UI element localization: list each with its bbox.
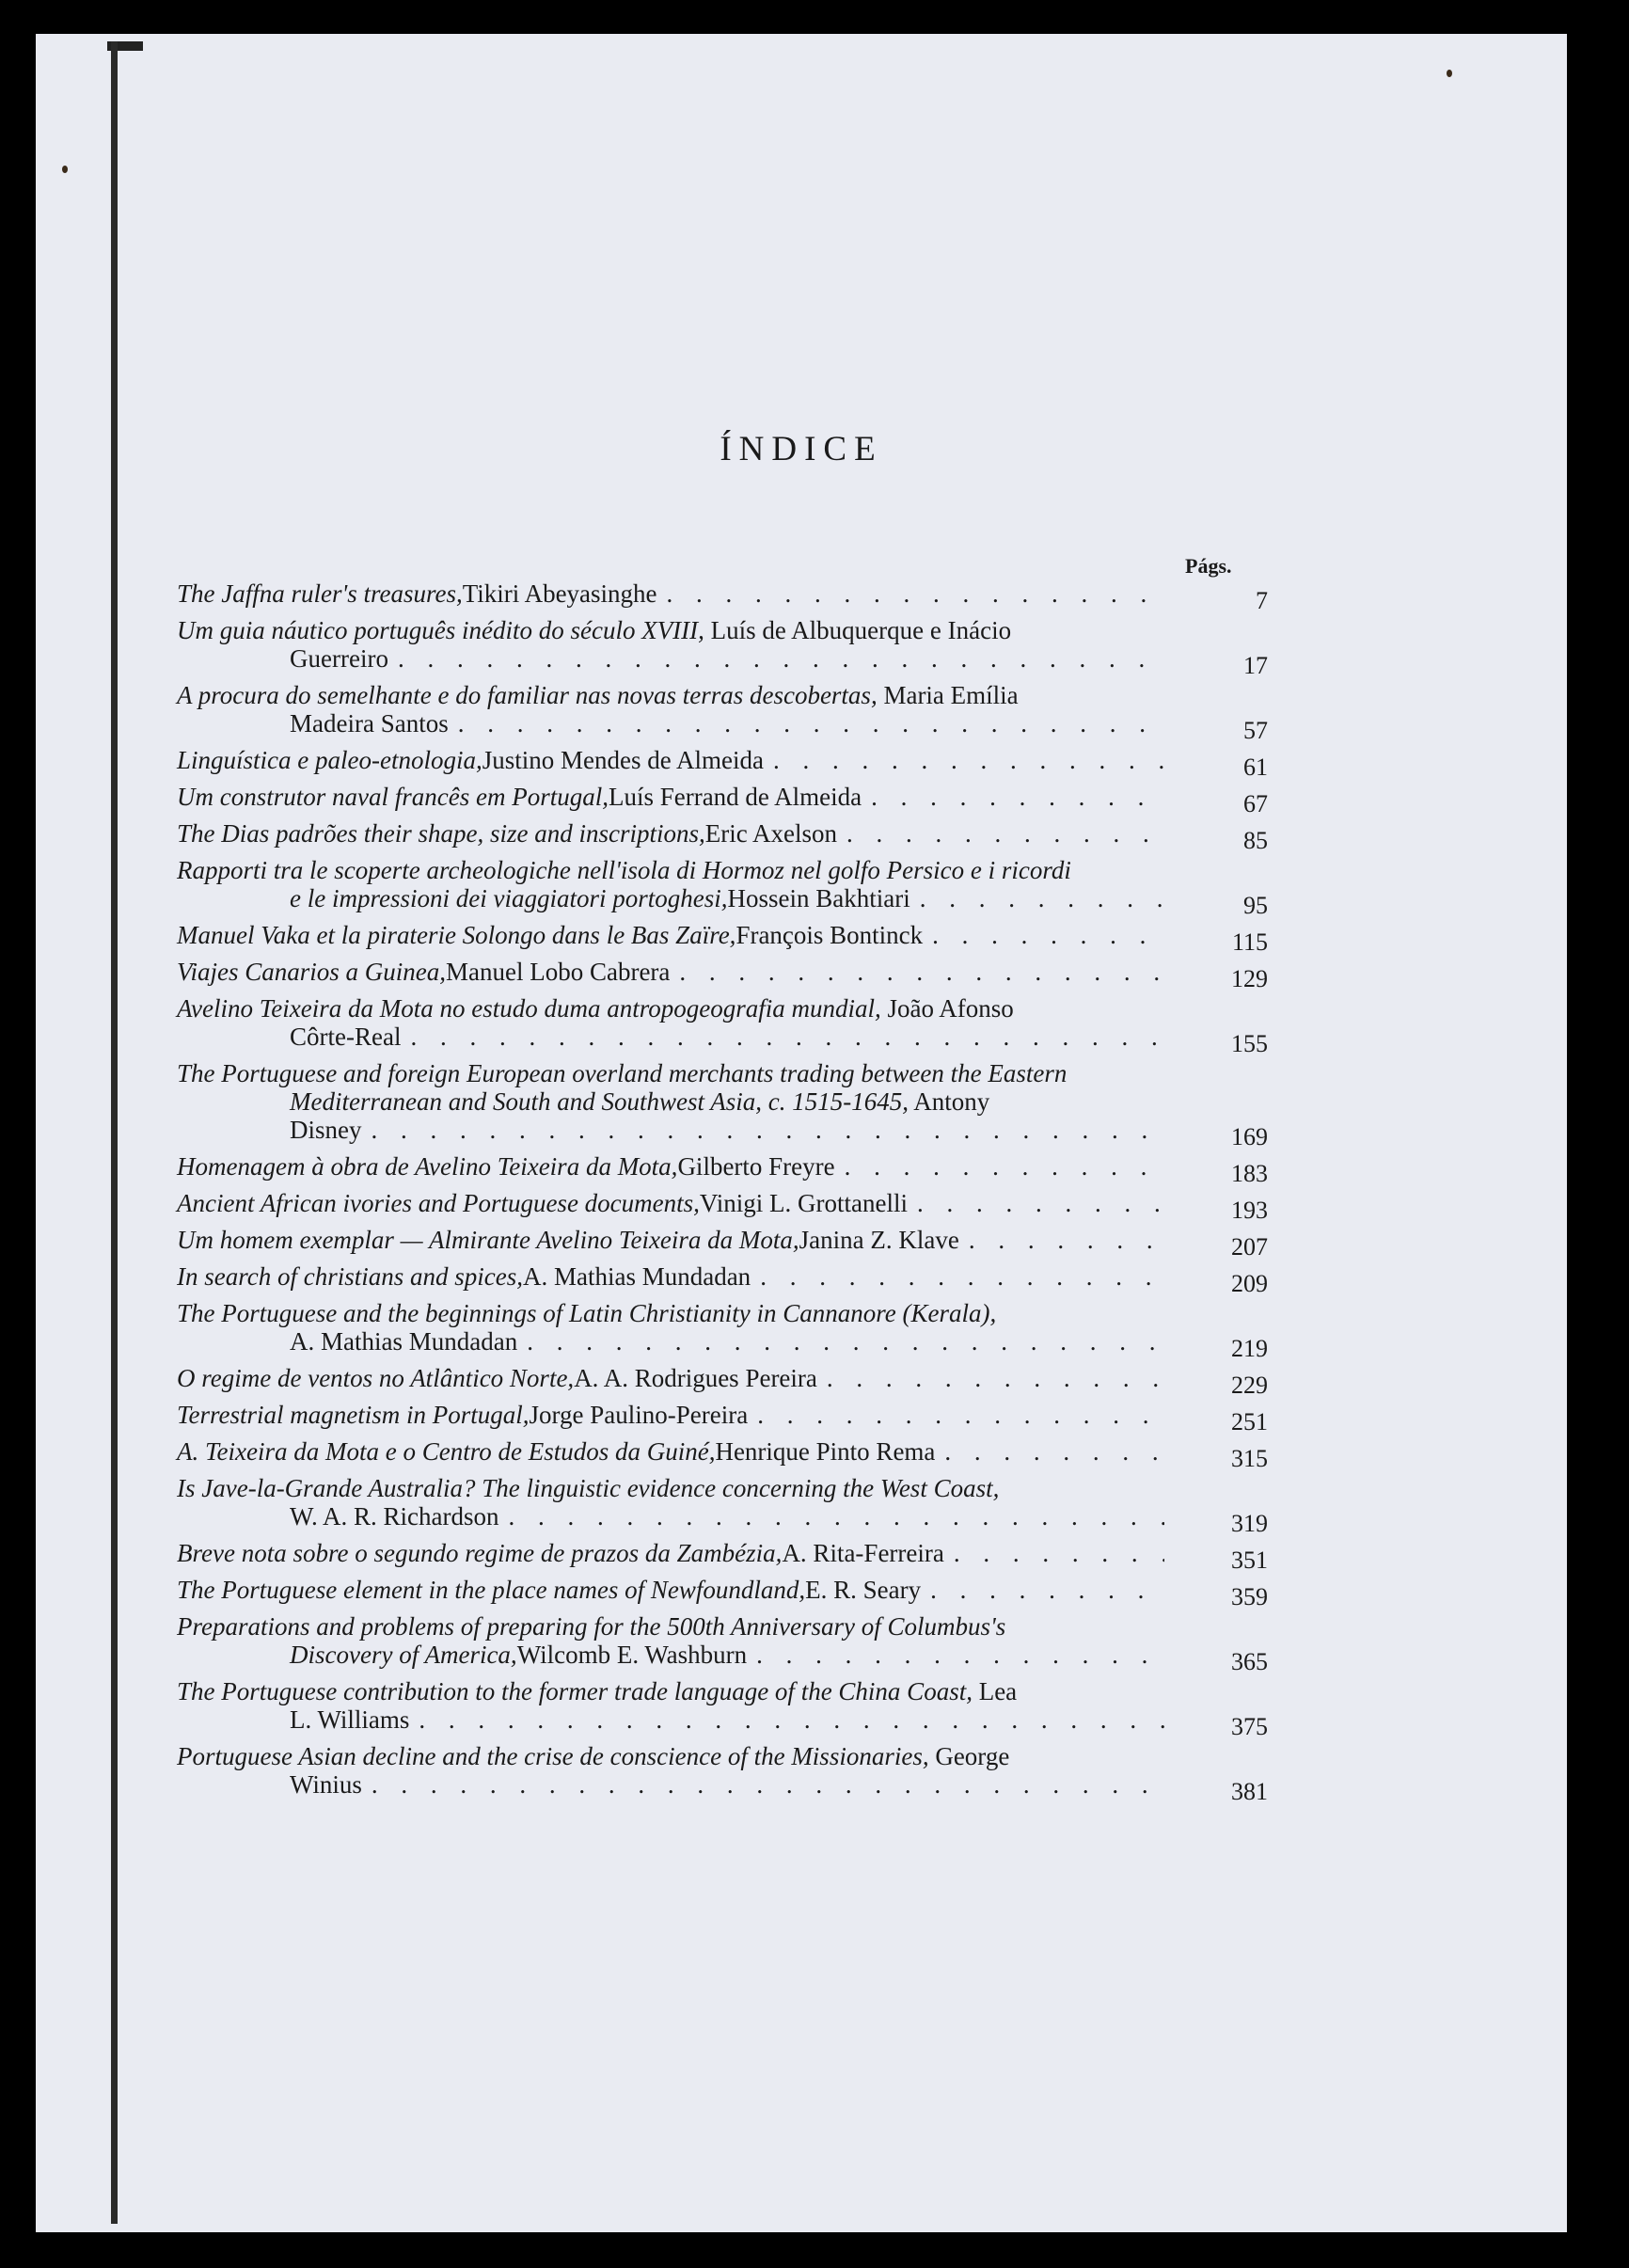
page-number: 375	[1231, 1713, 1268, 1740]
article-title-continued: e le impressioni dei viaggiatori portoghesi,	[290, 884, 728, 912]
dot-leader	[752, 1262, 1164, 1291]
page-number: 381	[1231, 1778, 1268, 1805]
article-title: Breve nota sobre o segundo regime de prazos da Zambézia,	[177, 1539, 783, 1567]
article-author: Antony	[913, 1087, 990, 1116]
article-author: Henrique Pinto Rema	[715, 1437, 936, 1466]
dot-leader	[659, 579, 1164, 608]
article-title: The Portuguese contribution to the former trade language of the China Coast,	[177, 1677, 973, 1705]
dot-leader	[863, 783, 1164, 811]
dot-leader	[766, 746, 1164, 774]
page-number: 209	[1231, 1270, 1268, 1297]
page-number: 251	[1231, 1408, 1268, 1435]
page-number: 61	[1243, 753, 1268, 781]
dot-leader	[519, 1327, 1164, 1356]
article-author: A. A. Rodrigues Pereira	[574, 1364, 817, 1392]
page-number: 359	[1231, 1583, 1268, 1610]
article-author: Jorge Paulino-Pereira	[529, 1401, 749, 1429]
article-author: Tikiri Abeyasinghe	[462, 579, 657, 608]
dot-leader	[750, 1401, 1164, 1429]
dot-leader	[390, 644, 1164, 673]
article-title: The Dias padrões their shape, size and inscriptions,	[177, 819, 705, 848]
toc-entry[interactable]	[177, 681, 1287, 744]
page-number: 183	[1231, 1160, 1268, 1187]
article-title: Um construtor naval francês em Portugal,	[177, 783, 609, 811]
page-number: 229	[1231, 1372, 1268, 1399]
toc-entry[interactable]	[177, 1677, 1287, 1740]
article-author: Eric Axelson	[704, 819, 837, 848]
article-title: Terrestrial magnetism in Portugal,	[177, 1401, 530, 1429]
dot-leader	[912, 884, 1164, 912]
article-title: Is Jave-la-Grande Australia? The linguistic evidence concerning the West Coast,	[177, 1474, 1000, 1502]
binding-edge	[111, 41, 118, 2224]
article-title: Rapporti tra le scoperte archeologiche nell'isola di Hormoz nel golfo Persico e i ricordi	[177, 856, 1071, 884]
article-title: The Jaffna ruler's treasures,	[177, 579, 463, 608]
pages-column-label: Págs.	[1185, 554, 1232, 578]
article-author: Luís Ferrand de Almeida	[608, 783, 862, 811]
dot-leader	[819, 1364, 1164, 1392]
article-title-continued: Mediterranean and South and Southwest Asia, c. 1515-1645,	[290, 1087, 909, 1116]
dot-leader	[925, 921, 1164, 949]
article-title: Viajes Canarios a Guinea,	[177, 958, 446, 986]
toc-entry[interactable]	[177, 921, 1287, 956]
article-title: The Portuguese and the beginnings of Latin Christianity in Cannanore (Kerala),	[177, 1299, 997, 1327]
page-number: 67	[1243, 790, 1268, 817]
page-number: 351	[1231, 1546, 1268, 1574]
page-number: 95	[1243, 892, 1268, 919]
toc-entry[interactable]	[177, 1612, 1287, 1675]
toc-entry[interactable]	[177, 1576, 1287, 1610]
dot-leader	[364, 1116, 1165, 1144]
article-title: Um guia náutico português inédito do século XVIII,	[177, 616, 704, 644]
article-author: João Afonso	[887, 994, 1014, 1023]
page-number: 155	[1231, 1030, 1268, 1057]
article-author-continued: Côrte-Real	[290, 1023, 402, 1051]
toc-entry[interactable]	[177, 1152, 1287, 1187]
article-author: Maria Emília	[883, 681, 1019, 709]
dot-leader	[364, 1770, 1164, 1799]
article-author-continued: Guerreiro	[290, 644, 388, 673]
article-author-continued: Winius	[290, 1770, 362, 1799]
dot-leader	[411, 1705, 1164, 1734]
article-title: Linguística e paleo-etnologia,	[177, 746, 482, 774]
article-title: Preparations and problems of preparing for the 500th Anniversary of Columbus's	[177, 1612, 1006, 1641]
toc-entry[interactable]	[177, 1474, 1287, 1537]
page-number: 7	[1256, 587, 1268, 614]
page-number: 193	[1231, 1197, 1268, 1224]
page-number: 315	[1231, 1445, 1268, 1472]
article-author: Justino Mendes de Almeida	[482, 746, 764, 774]
article-title: Ancient African ivories and Portuguese documents,	[177, 1189, 700, 1217]
article-author-continued: L. Williams	[290, 1705, 410, 1734]
paper-speck	[1447, 70, 1452, 77]
article-author: Vinigi L. Grottanelli	[699, 1189, 908, 1217]
dot-leader	[837, 1152, 1164, 1181]
article-author: George	[935, 1742, 1010, 1770]
page-number: 169	[1231, 1123, 1268, 1150]
dot-leader	[946, 1539, 1164, 1567]
article-title: Manuel Vaka et la piraterie Solongo dans le Bas Zaïre,	[177, 921, 736, 949]
page-number: 115	[1231, 928, 1268, 956]
toc-entry[interactable]	[177, 1401, 1287, 1435]
toc-entry[interactable]	[177, 1226, 1287, 1261]
article-author: A. Rita-Ferreira	[782, 1539, 944, 1567]
paper-speck	[62, 166, 68, 173]
dot-leader	[909, 1189, 1164, 1217]
article-author: Gilberto Freyre	[677, 1152, 835, 1181]
page-number: 129	[1231, 965, 1268, 992]
dot-leader	[403, 1023, 1164, 1051]
toc-entry[interactable]	[177, 1189, 1287, 1224]
article-title: Um homem exemplar — Almirante Avelino Teixeira da Mota,	[177, 1226, 799, 1254]
article-author: François Bontinck	[735, 921, 924, 949]
page-number: 365	[1231, 1648, 1268, 1675]
page-number: 17	[1243, 652, 1268, 679]
toc-entry[interactable]	[177, 1437, 1287, 1472]
article-author-continued: A. Mathias Mundadan	[290, 1327, 518, 1356]
dot-leader	[839, 819, 1164, 848]
article-author-continued: Wilcomb E. Washburn	[516, 1641, 748, 1669]
article-author-continued: W. A. R. Richardson	[290, 1502, 499, 1531]
article-title: Avelino Teixeira da Mota no estudo duma antropogeografia mundial,	[177, 994, 881, 1023]
dot-leader	[937, 1437, 1164, 1466]
dot-leader	[923, 1576, 1164, 1604]
article-author: E. R. Seary	[805, 1576, 922, 1604]
page-number: 85	[1243, 827, 1268, 854]
article-title: Portuguese Asian decline and the crise de conscience of the Missionaries,	[177, 1742, 929, 1770]
page-number: 207	[1231, 1233, 1268, 1261]
article-title: A procura do semelhante e do familiar nas novas terras descobertas,	[177, 681, 878, 709]
toc-entry[interactable]	[177, 616, 1287, 679]
toc-entry[interactable]	[177, 1262, 1287, 1297]
article-author: Luís de Albuquerque e Inácio	[710, 616, 1012, 644]
toc-entry[interactable]	[177, 1059, 1287, 1150]
article-title: In search of christians and spices,	[177, 1262, 523, 1291]
page-number: 319	[1231, 1510, 1268, 1537]
article-title-continued: Discovery of America,	[290, 1641, 517, 1669]
toc-entry[interactable]	[177, 783, 1287, 817]
article-author: Lea	[978, 1677, 1018, 1705]
article-title: A. Teixeira da Mota e o Centro de Estudos da Guiné,	[177, 1437, 716, 1466]
toc-entry[interactable]	[177, 1299, 1287, 1362]
toc-entry[interactable]	[177, 1742, 1287, 1805]
toc-entry[interactable]	[177, 856, 1287, 919]
toc-entry[interactable]	[177, 958, 1287, 992]
toc-entry[interactable]	[177, 819, 1287, 854]
index-heading: ÍNDICE	[720, 430, 883, 468]
article-author-continued: Madeira Santos	[290, 709, 449, 737]
page-number: 57	[1243, 717, 1268, 744]
article-author-continued: Disney	[290, 1116, 362, 1144]
dot-leader	[749, 1641, 1164, 1669]
article-author: Manuel Lobo Cabrera	[446, 958, 671, 986]
article-title: The Portuguese and foreign European overland merchants trading between the Eastern	[177, 1059, 1068, 1087]
article-author: Janina Z. Klave	[799, 1226, 959, 1254]
toc-entry[interactable]	[177, 746, 1287, 781]
article-title: The Portuguese element in the place names of Newfoundland,	[177, 1576, 806, 1604]
table-of-contents	[177, 579, 1287, 1807]
document-page	[36, 34, 1567, 2232]
dot-leader	[451, 709, 1164, 737]
dot-leader	[672, 958, 1164, 986]
toc-entry[interactable]	[177, 579, 1287, 614]
dot-leader	[501, 1502, 1165, 1531]
article-author-continued: Hossein Bakhtiari	[727, 884, 910, 912]
article-author: A. Mathias Mundadan	[522, 1262, 751, 1291]
article-title: Homenagem à obra de Avelino Teixeira da Mota,	[177, 1152, 678, 1181]
toc-entry[interactable]	[177, 994, 1287, 1057]
toc-entry[interactable]	[177, 1539, 1287, 1574]
article-title: O regime de ventos no Atlântico Norte,	[177, 1364, 575, 1392]
toc-entry[interactable]	[177, 1364, 1287, 1399]
dot-leader	[961, 1226, 1164, 1254]
page-number: 219	[1231, 1335, 1268, 1362]
